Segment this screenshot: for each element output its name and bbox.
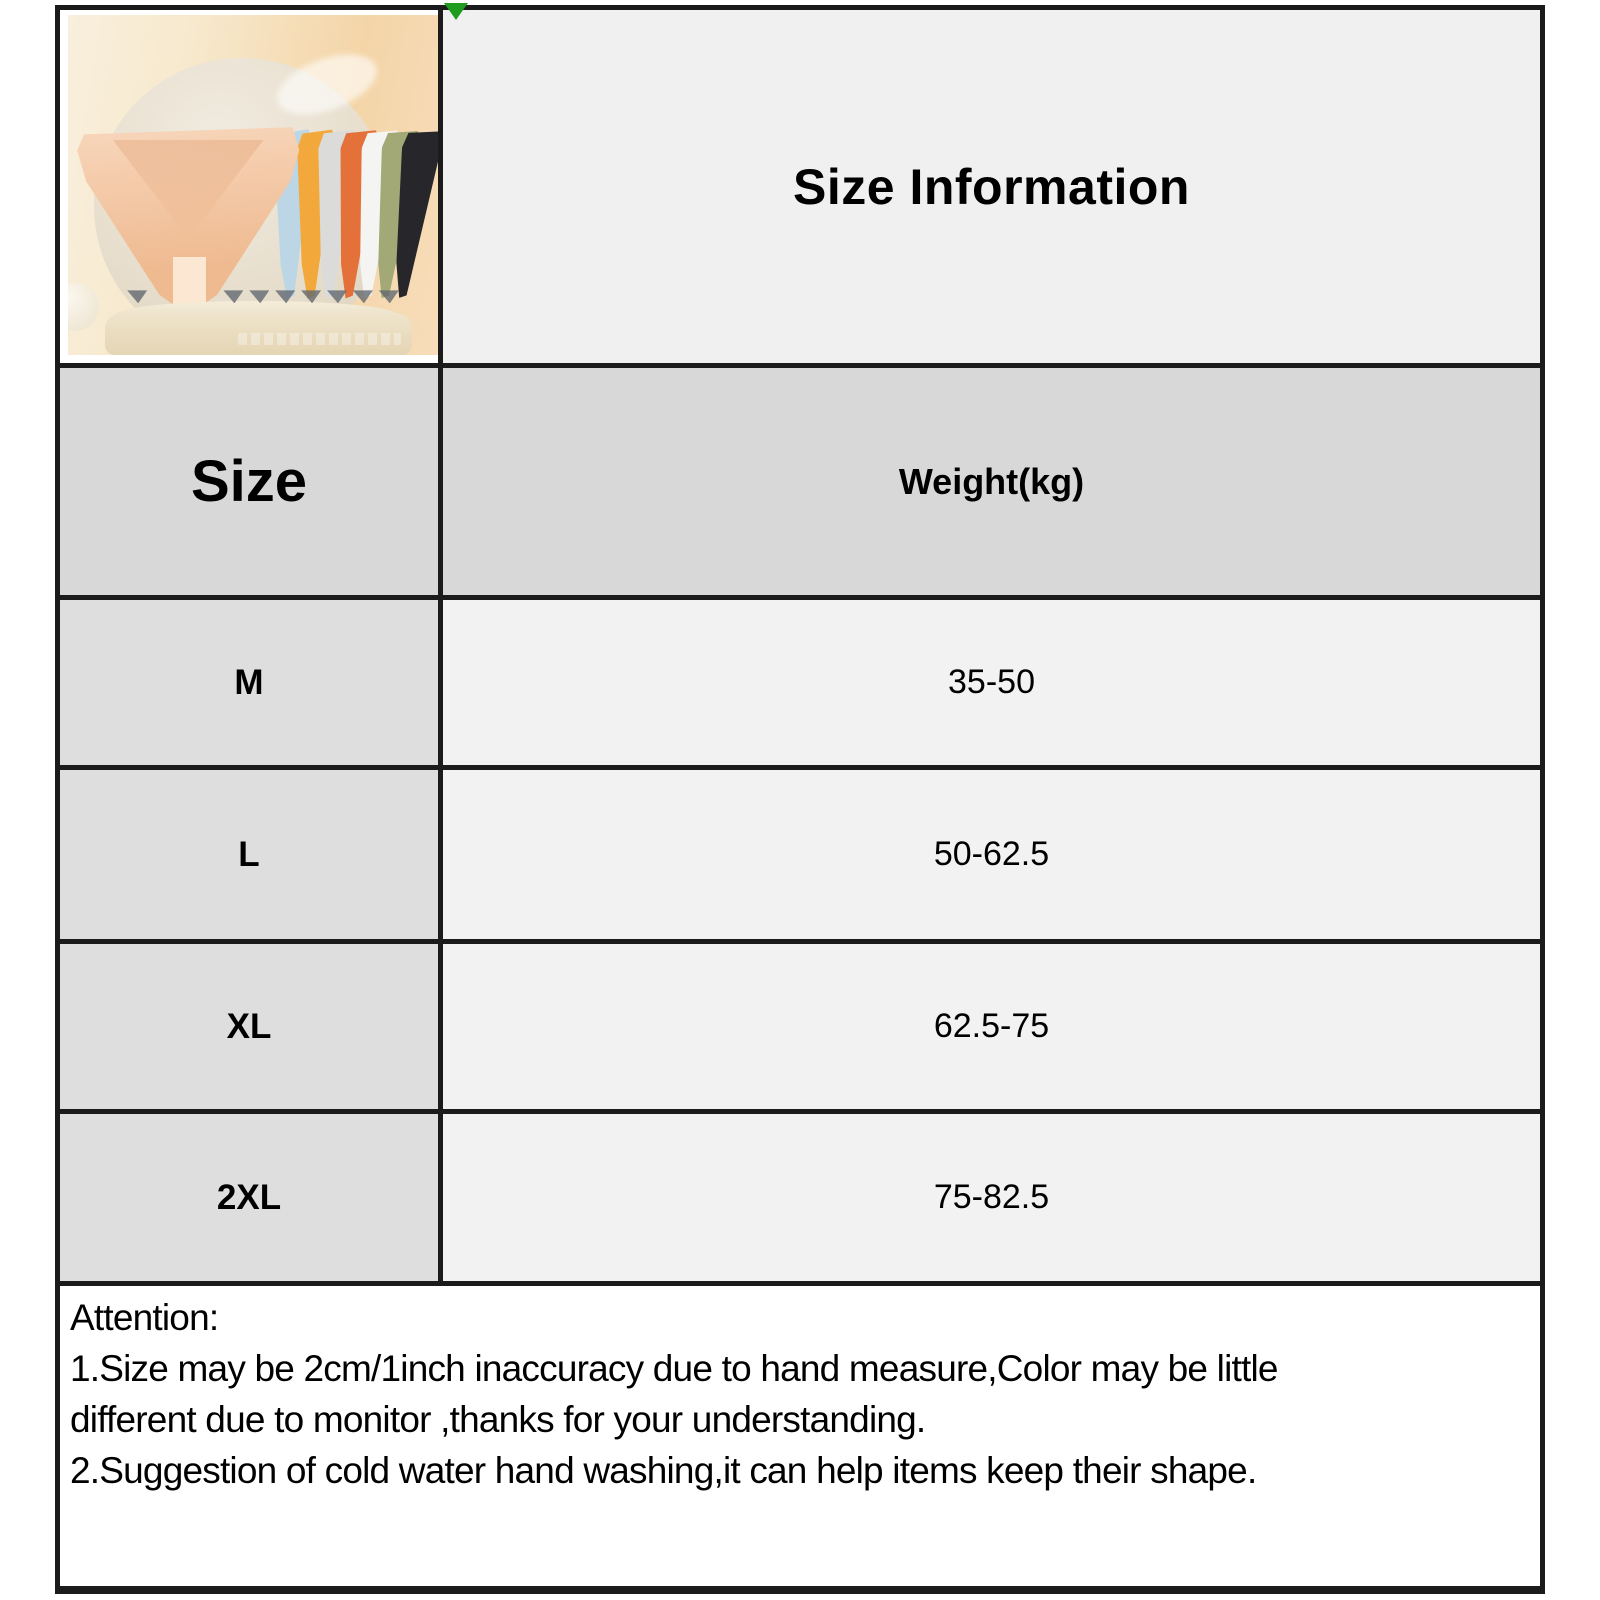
weight-value: 62.5-75 — [933, 1007, 1050, 1045]
title-cell — [443, 10, 1540, 368]
weight-value: 75-82.5 — [933, 1178, 1050, 1216]
table-row-weight-2xl — [443, 1114, 1540, 1286]
table-row-size-2xl — [60, 1114, 443, 1286]
table-row-size-m — [60, 600, 443, 770]
header-size-cell — [60, 368, 443, 600]
table-row-size-l — [60, 770, 443, 944]
attention-note — [60, 1286, 1540, 1586]
size-label: M — [234, 662, 264, 702]
attention-line: 2.Suggestion of cold water hand washing,it can help items keep their shape. — [70, 1450, 1257, 1491]
table-row-weight-m — [443, 600, 1540, 770]
size-chart — [55, 5, 1545, 1594]
watermark — [238, 333, 401, 345]
column-header-weight: Weight(kg) — [898, 460, 1085, 502]
attention-line: different due to monitor ,thanks for your understanding. — [70, 1399, 926, 1440]
size-label: L — [238, 834, 260, 874]
attention-heading: Attention: — [70, 1297, 219, 1338]
table-row-weight-xl — [443, 944, 1540, 1114]
table-row-weight-l — [443, 770, 1540, 944]
header-weight-cell — [443, 368, 1540, 600]
column-header-size: Size — [190, 449, 308, 514]
table-row-size-xl — [60, 944, 443, 1114]
weight-value: 35-50 — [948, 663, 1035, 701]
weight-value: 50-62.5 — [933, 835, 1050, 873]
product-photo — [68, 15, 438, 355]
page-title: Size Information — [793, 158, 1190, 215]
size-label: XL — [226, 1006, 272, 1046]
product-photo-cell — [60, 10, 443, 368]
size-label: 2XL — [216, 1177, 282, 1217]
attention-line: 1.Size may be 2cm/1inch inaccuracy due to hand measure,Color may be little — [70, 1348, 1278, 1389]
green-triangle-icon — [444, 3, 468, 20]
